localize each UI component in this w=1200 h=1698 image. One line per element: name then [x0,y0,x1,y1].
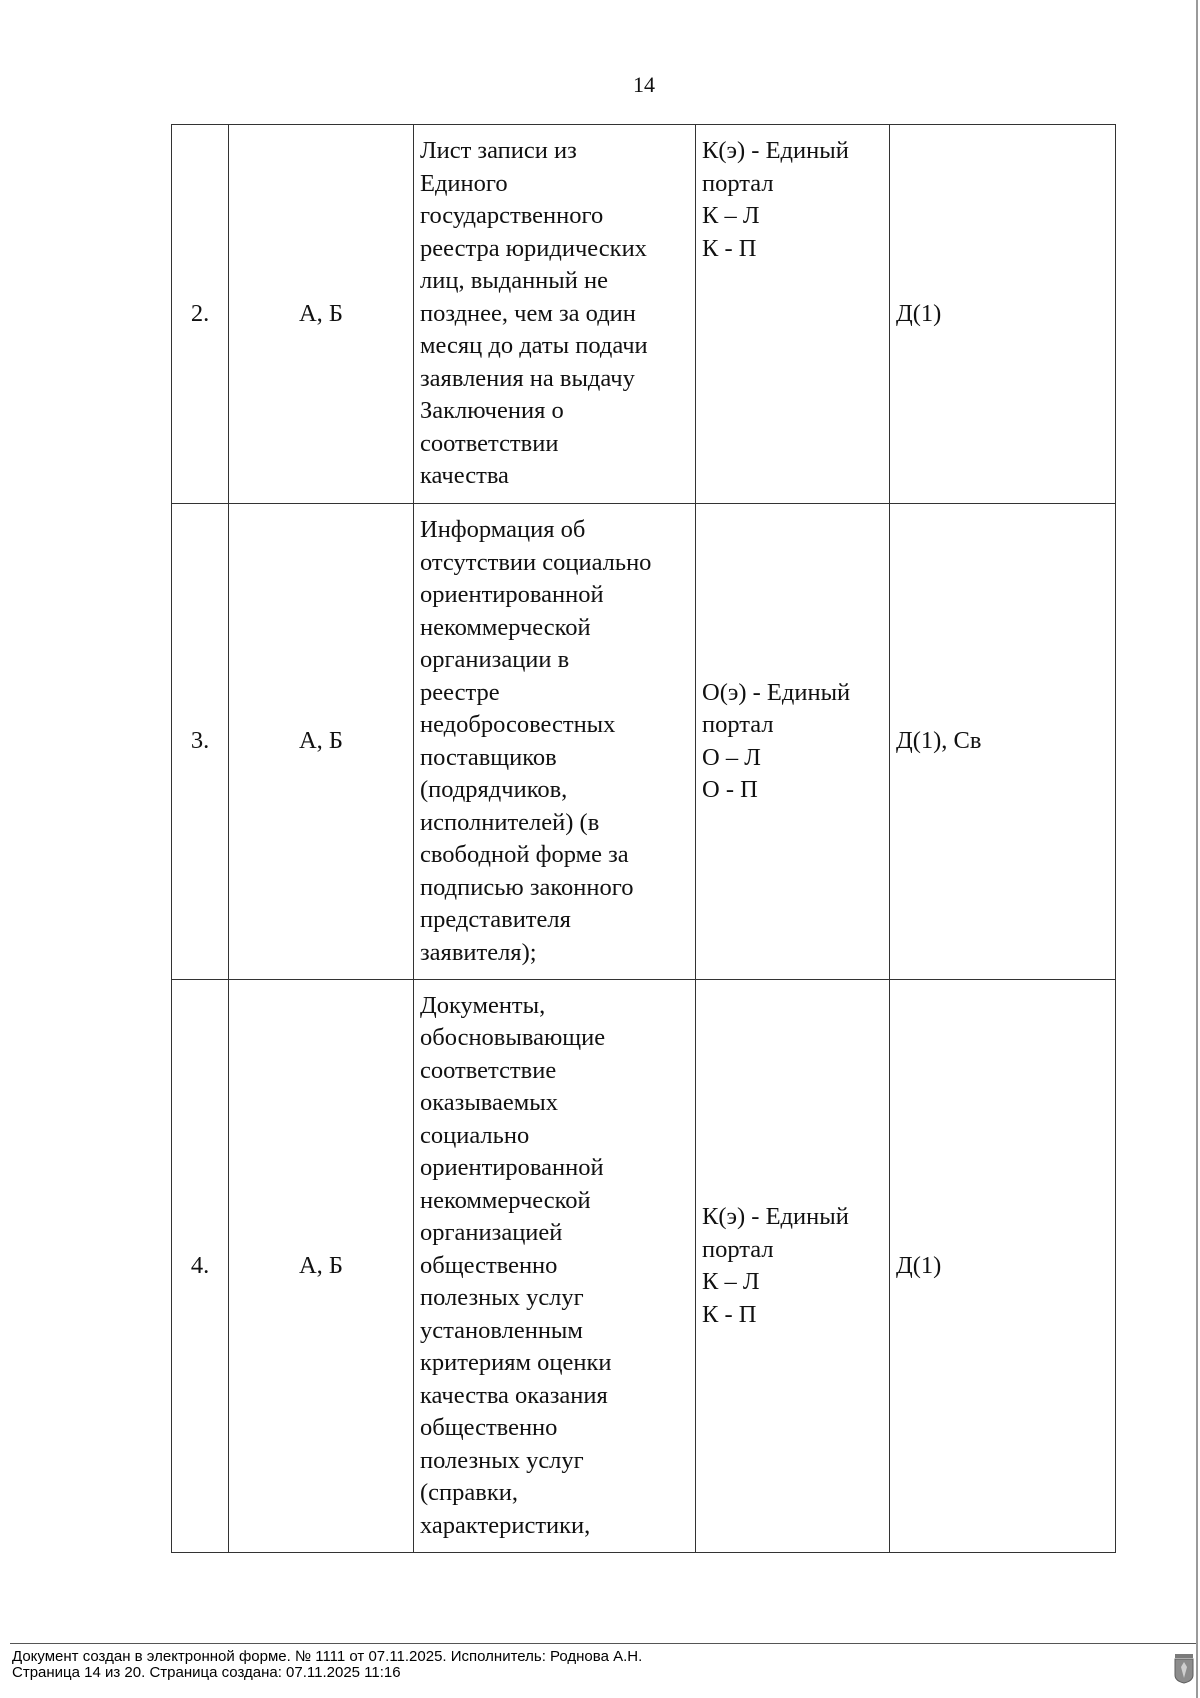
table-row [172,980,1116,1553]
table-row [172,125,1116,504]
footer-line-document-info: Документ создан в электронной форме. № 1111 от 07.11.2025. Исполнитель: Роднова А.Н. [12,1648,643,1665]
applicant-category: А, Б [229,504,414,980]
page-number: 14 [633,72,655,97]
document-note: Д(1) [890,980,1116,1553]
footer-line-page-info: Страница 14 из 20. Страница создана: 07.11.2025 11:16 [12,1664,401,1681]
coat-of-arms-icon [1174,1654,1194,1684]
document-description: Лист записи из Единого государственного реестра юридических лиц, выданный не позднее, чем за один месяц до даты подачи заявления на выдачу Заключения о соответствии качества [414,125,696,504]
applicant-category: А, Б [229,980,414,1553]
documents-table [171,124,1116,1553]
applicant-category: А, Б [229,125,414,504]
footer-divider [10,1643,1196,1644]
submission-form: К(э) - Единый портал К – Л К - П [696,125,890,504]
row-number: 2. [172,125,229,504]
row-number: 4. [172,980,229,1553]
table-row [172,504,1116,980]
submission-form: О(э) - Единый портал О – Л О - П [696,504,890,980]
document-note: Д(1) [890,125,1116,504]
submission-form: К(э) - Единый портал К – Л К - П [696,980,890,1553]
row-number: 3. [172,504,229,980]
document-footer [12,1649,642,1681]
page-edge [1196,0,1198,1698]
document-description: Документы, обосновывающие соответствие оказываемых социально ориентированной некоммерческой организацией общественно полезных услуг установленным критериям оценки качества оказания общественно полезных услуг (справки, характеристики, [414,980,696,1553]
document-description: Информация об отсутствии социально ориентированной некоммерческой организации в реестре недобросовестных поставщиков (подрядчиков, исполнителей) (в свободной форме за подписью законного представителя заявителя); [414,504,696,980]
document-note: Д(1), Св [890,504,1116,980]
